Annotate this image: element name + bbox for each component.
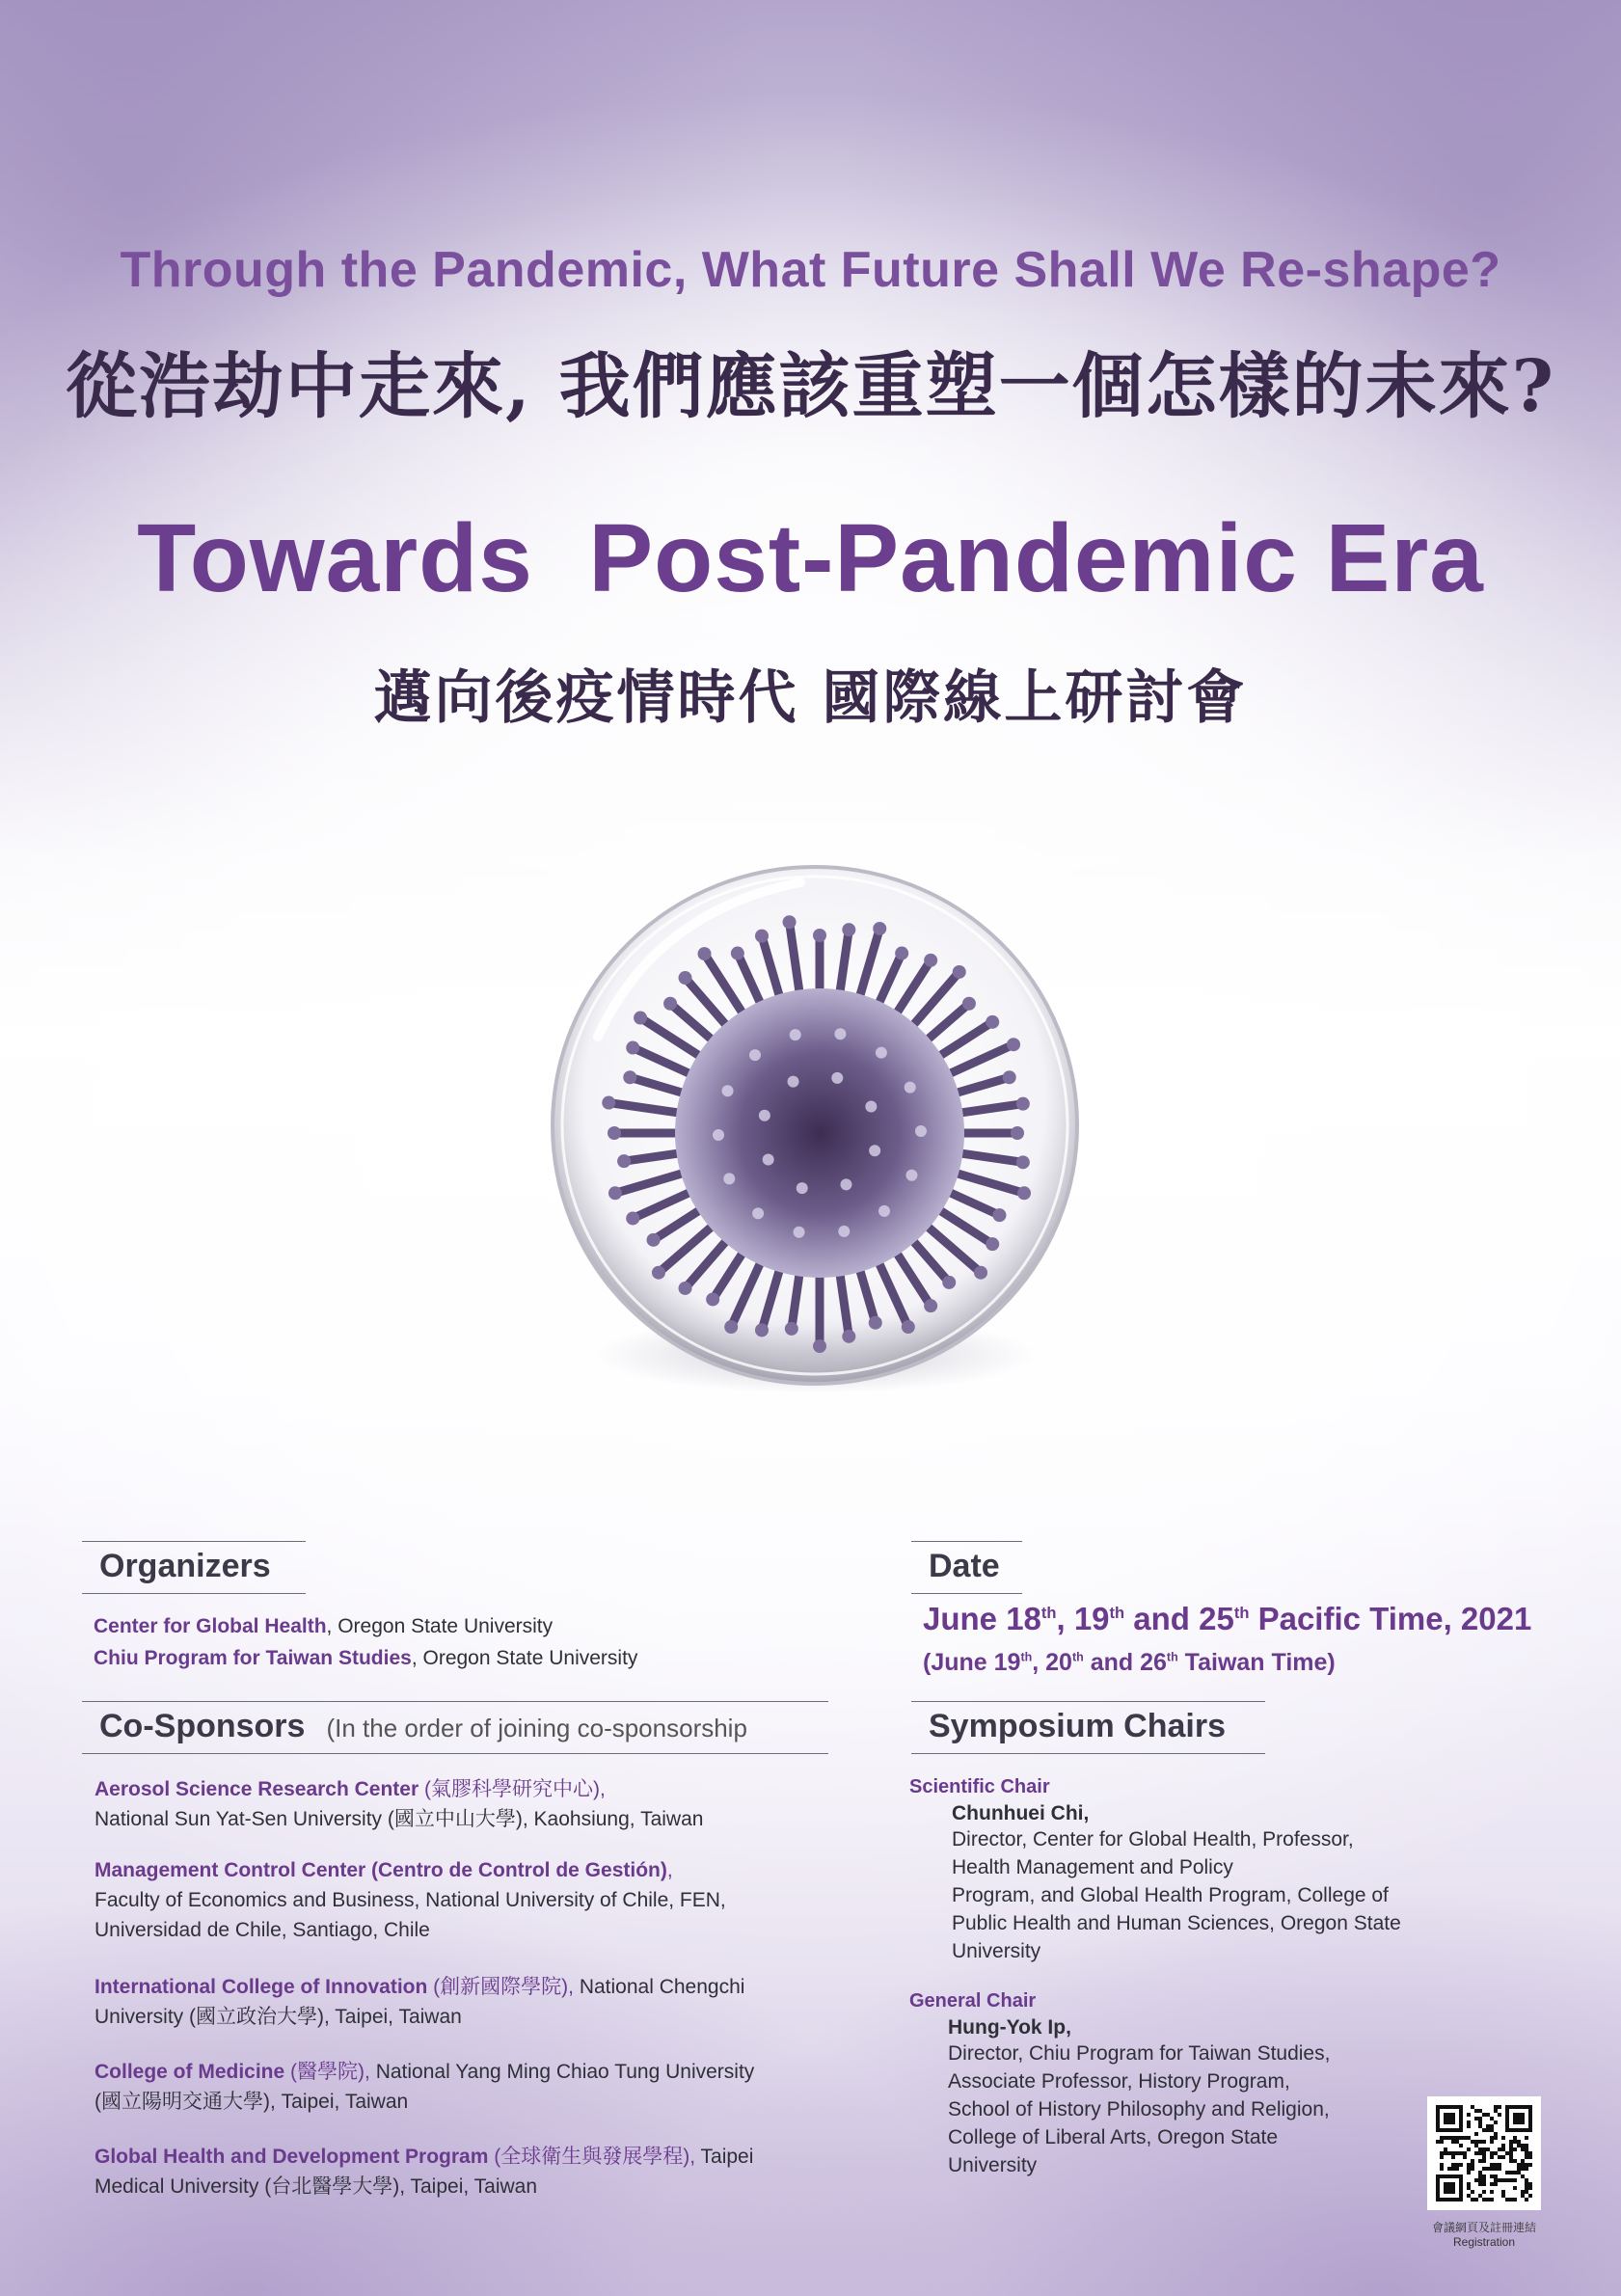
virus-spike-tip xyxy=(755,1323,769,1337)
virus-spike-tip xyxy=(986,1237,999,1251)
virus-surface-dot xyxy=(905,1170,917,1181)
organizer-item: Chiu Program for Taiwan Studies, Oregon State University xyxy=(94,1647,638,1669)
virus-spike-tip xyxy=(652,1266,665,1280)
virus-spike-tip xyxy=(962,997,976,1011)
registration-qr[interactable] xyxy=(1427,2096,1541,2250)
virus-surface-dot xyxy=(722,1085,734,1096)
virus-surface-dot xyxy=(865,1101,877,1113)
virus-spike-tip xyxy=(724,1320,738,1334)
subtitle-chinese: 從浩劫中走來, 我們應該重塑一個怎樣的未來? xyxy=(66,345,1555,428)
qr-code-icon[interactable] xyxy=(1427,2096,1541,2210)
organizer-item: Center for Global Health, Oregon State University xyxy=(94,1615,554,1637)
virus-surface-dot xyxy=(763,1153,774,1165)
virus-spike-tip xyxy=(924,1299,937,1312)
virus-spike-tip xyxy=(731,947,744,960)
virus-surface-dot xyxy=(831,1072,843,1084)
virus-spike-tip xyxy=(634,1012,647,1025)
virus-spike-tip xyxy=(608,1126,621,1140)
scientific-chair: Scientific Chair Chunhuei Chi, Director, Center for Global Health, Professor, Health Management and Policy Program, and Global Health Program, College of Public Health and Human Sciences, Oregon State University xyxy=(909,1776,1401,1962)
virus-spike-tip xyxy=(1003,1070,1016,1084)
virus-surface-dot xyxy=(840,1178,851,1190)
virus-spike-tip xyxy=(608,1186,622,1200)
virus-spike-tip xyxy=(813,1339,826,1353)
virus-spike-tip xyxy=(974,1266,987,1280)
subtitle-english: Through the Pandemic, What Future Shall We Re-shape? xyxy=(120,242,1501,298)
virus-spike-tip xyxy=(924,954,937,967)
cosponsor-item: International College of Innovation (創新國際學院), National Chengchi University (國立政治大學), Taipei, Taiwan xyxy=(95,1976,745,2028)
cosponsors-heading: Co-Sponsors (In the order of joining co-sponsorship xyxy=(82,1701,828,1754)
virus-spike-tip xyxy=(1016,1097,1030,1111)
virus-surface-dot xyxy=(794,1227,805,1238)
virus-spike-tip xyxy=(785,1322,798,1336)
symposium-chairs-heading: Symposium Chairs xyxy=(911,1701,1265,1754)
virus-spike-tip xyxy=(953,965,966,979)
qr-caption-chinese: 會議網頁及註冊連結 xyxy=(1431,2221,1536,2234)
cosponsor-item: Aerosol Science Research Center (氣膠科學研究中心), National Sun Yat-Sen University (國立中山大學), Kaohsiung, Taiwan xyxy=(95,1778,704,1830)
virus-surface-dot xyxy=(838,1226,850,1237)
virus-spike-tip xyxy=(623,1070,636,1084)
virus-spike-tip xyxy=(783,915,797,929)
main-title-chinese: 邁向後疫情時代 國際線上研討會 xyxy=(373,664,1248,732)
virus-surface-dot xyxy=(876,1047,887,1059)
date-heading: Date xyxy=(911,1541,1022,1594)
virus-spike-tip xyxy=(626,1211,639,1225)
virus-surface-dot xyxy=(915,1125,927,1137)
virus-surface-dot xyxy=(834,1028,846,1040)
virus-spike-tip xyxy=(617,1154,631,1168)
virus-surface-dot xyxy=(790,1029,801,1040)
virus-spike-tip xyxy=(1017,1186,1031,1200)
virus-spike-tip xyxy=(869,1316,882,1330)
coronavirus-bubble-image xyxy=(540,853,1090,1403)
cosponsor-item: Management Control Center (Centro de Control de Gestión), Faculty of Economics and Business, National University of Chile, FEN, Universidad de Chile, Santiago, Chile xyxy=(95,1859,726,1941)
main-title: Towards Post-Pandemic Era xyxy=(137,504,1484,612)
virus-spike-tip xyxy=(647,1233,661,1247)
virus-spike-tip xyxy=(698,947,712,960)
qr-caption-english: Registration xyxy=(1452,2235,1516,2249)
organizers-heading: Organizers xyxy=(82,1541,306,1594)
cosponsor-item: College of Medicine (醫學院), National Yang Ming Chiao Tung University (國立陽明交通大學), Taipei, Taiwan xyxy=(95,2061,755,2113)
virus-spike-tip xyxy=(842,923,855,936)
virus-spike-tip xyxy=(1016,1155,1030,1169)
virus-spike-tip xyxy=(902,1320,915,1334)
virus-spike-tip xyxy=(1007,1038,1020,1051)
virus-spike-tip xyxy=(679,971,692,985)
organizers-list xyxy=(94,1610,769,1674)
virus-spike-tip xyxy=(942,1276,956,1289)
virus-spike-tip xyxy=(813,929,826,942)
virus-surface-dot xyxy=(723,1173,735,1184)
cosponsor-item: Global Health and Development Program (全球衛生與發展學程), Taipei Medical University (台北醫學大學), Taipei, Taiwan xyxy=(95,2146,754,2198)
general-chair: General Chair Hung-Yok Ip, Director, Chiu Program for Taiwan Studies, Associate Professor, History Program, School of History Philosophy and Religion, College of Liberal Arts, Oregon State University xyxy=(909,1990,1331,2176)
virus-surface-dot xyxy=(905,1082,916,1094)
virus-spike-tip xyxy=(992,1208,1006,1222)
virus-surface-dot xyxy=(749,1049,761,1061)
virus-spike-tip xyxy=(1011,1126,1024,1140)
virus-spike-tip xyxy=(842,1330,855,1343)
virus-spike-tip xyxy=(626,1041,639,1055)
date-pacific: June 18th, 19th and 25th Pacific Time, 2021 xyxy=(923,1601,1532,1636)
date-taiwan: (June 19th, 20th and 26th Taiwan Time) xyxy=(923,1649,1336,1676)
virus-surface-dot xyxy=(878,1205,890,1217)
virus-spike-tip xyxy=(755,930,769,943)
virus-surface-dot xyxy=(759,1110,770,1121)
virus-spike-tip xyxy=(663,997,677,1011)
virus-surface-dot xyxy=(869,1145,880,1156)
virus-spike-tip xyxy=(679,1282,692,1295)
virus-surface-dot xyxy=(752,1207,764,1219)
virus-surface-dot xyxy=(797,1182,808,1194)
virus-spike-tip xyxy=(602,1096,615,1110)
virus-spike-tip xyxy=(986,1015,999,1029)
virus-spike-tip xyxy=(895,947,908,960)
virus-surface-dot xyxy=(788,1076,799,1088)
virus-spike-tip xyxy=(706,1292,719,1306)
virus-surface-dot xyxy=(713,1129,724,1141)
virus-spike-tip xyxy=(873,922,886,935)
